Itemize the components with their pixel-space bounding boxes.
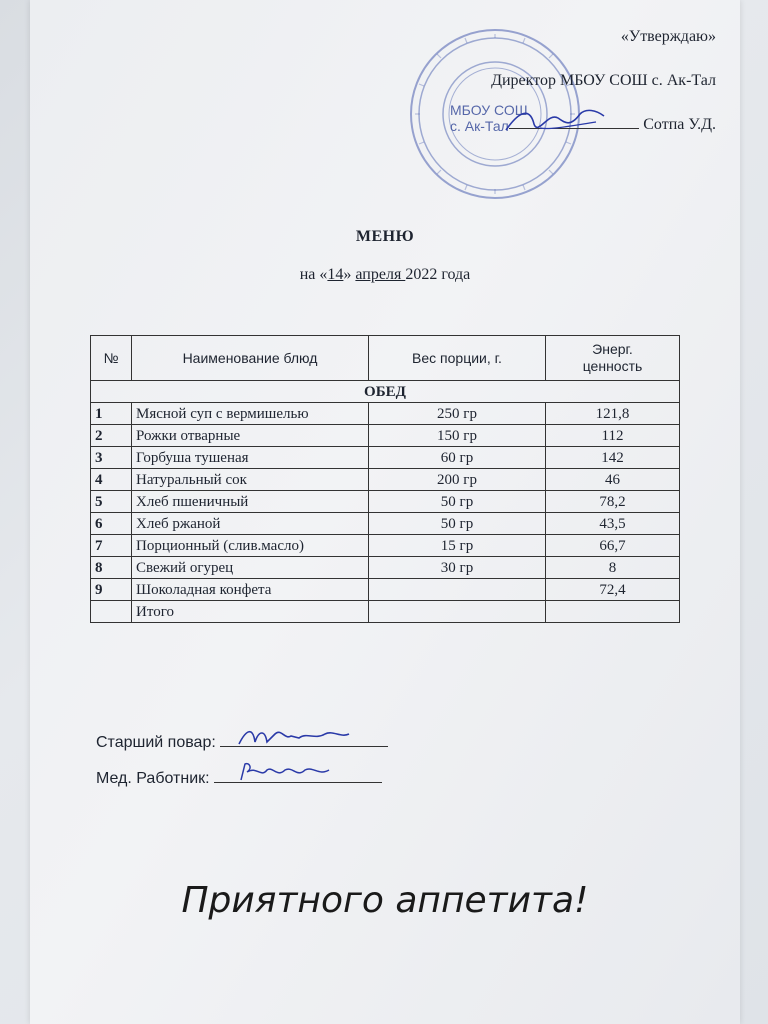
row-energy: 43,5 [546,513,680,535]
cook-underline [220,730,388,747]
date-prefix: на « [299,266,328,283]
row-num: 5 [91,491,132,513]
row-num: 9 [91,579,132,601]
menu-table [90,335,680,623]
row-energy: 121,8 [546,403,680,425]
row-num: 6 [91,513,132,535]
row-energy: 112 [546,425,680,447]
approval-heading: «Утверждаю» [620,28,716,45]
table-row [91,513,680,535]
closing-message: Приятного аппетита! [181,880,589,921]
row-num: 2 [91,425,132,447]
row-weight: 200 гр [369,469,546,491]
table-row [91,491,680,513]
row-weight: 15 гр [369,535,546,557]
row-dish: Натуральный сок [132,469,369,491]
approval-signer: Сотпа У.Д. [643,116,716,133]
table-row [91,557,680,579]
row-num: 8 [91,557,132,579]
table-row [91,535,680,557]
header-num: № [91,336,132,381]
row-energy: 46 [546,469,680,491]
section-row [91,381,680,403]
row-weight: 250 гр [369,403,546,425]
header-name: Наименование блюд [132,336,369,381]
row-num: 1 [91,403,132,425]
medic-signature-line [96,766,382,788]
medic-underline [214,766,382,783]
row-weight: 50 гр [369,513,546,535]
row-weight: 30 гр [369,557,546,579]
document-sheet [30,0,740,1024]
row-num: 3 [91,447,132,469]
row-dish: Горбуша тушеная [132,447,369,469]
table-row [91,447,680,469]
row-dish: Порционный (слив.масло) [132,535,369,557]
total-row [91,601,680,623]
date-month: апреля [355,266,406,283]
stamp-text-line1: МБОУ СОШ [450,102,528,118]
row-dish: Хлеб ржаной [132,513,369,535]
medic-label: Мед. Работник: [96,770,215,787]
date-mid: » [343,266,356,283]
header-energy [546,336,680,381]
row-num: 7 [91,535,132,557]
row-weight [369,579,546,601]
cook-signature-line [96,730,388,752]
signature-underline [509,114,639,129]
row-weight: 50 гр [369,491,546,513]
row-dish: Хлеб пшеничный [132,491,369,513]
row-energy: 8 [546,557,680,579]
row-dish: Шоколадная конфета [132,579,369,601]
approval-signature-line [509,114,716,134]
page-title: МЕНЮ [355,228,415,245]
row-dish: Свежий огурец [132,557,369,579]
date-day: 14 [327,266,344,283]
header-energy-line2: ценность [582,358,643,374]
header-energy-line1: Энерг. [592,341,633,357]
total-label: Итого [132,601,369,623]
table-row [91,403,680,425]
total-num [91,601,132,623]
menu-date [30,266,740,284]
total-energy [546,601,680,623]
approval-position: Директор МБОУ СОШ с. Ак-Тал [491,72,716,89]
header-weight: Вес порции, г. [369,336,546,381]
total-weight [369,601,546,623]
row-energy: 66,7 [546,535,680,557]
row-energy: 78,2 [546,491,680,513]
row-num: 4 [91,469,132,491]
table-row [91,469,680,491]
cook-label: Старший повар: [96,734,221,751]
row-energy: 142 [546,447,680,469]
date-year: 2022 года [405,266,471,283]
row-weight: 150 гр [369,425,546,447]
table-row [91,579,680,601]
stamp-text-line2: с. Ак-Тал [450,118,509,134]
row-dish: Мясной суп с вермишелью [132,403,369,425]
table-row [91,425,680,447]
row-dish: Рожки отварные [132,425,369,447]
table-header-row [91,336,680,381]
row-energy: 72,4 [546,579,680,601]
section-label: ОБЕД [91,381,680,403]
row-weight: 60 гр [369,447,546,469]
